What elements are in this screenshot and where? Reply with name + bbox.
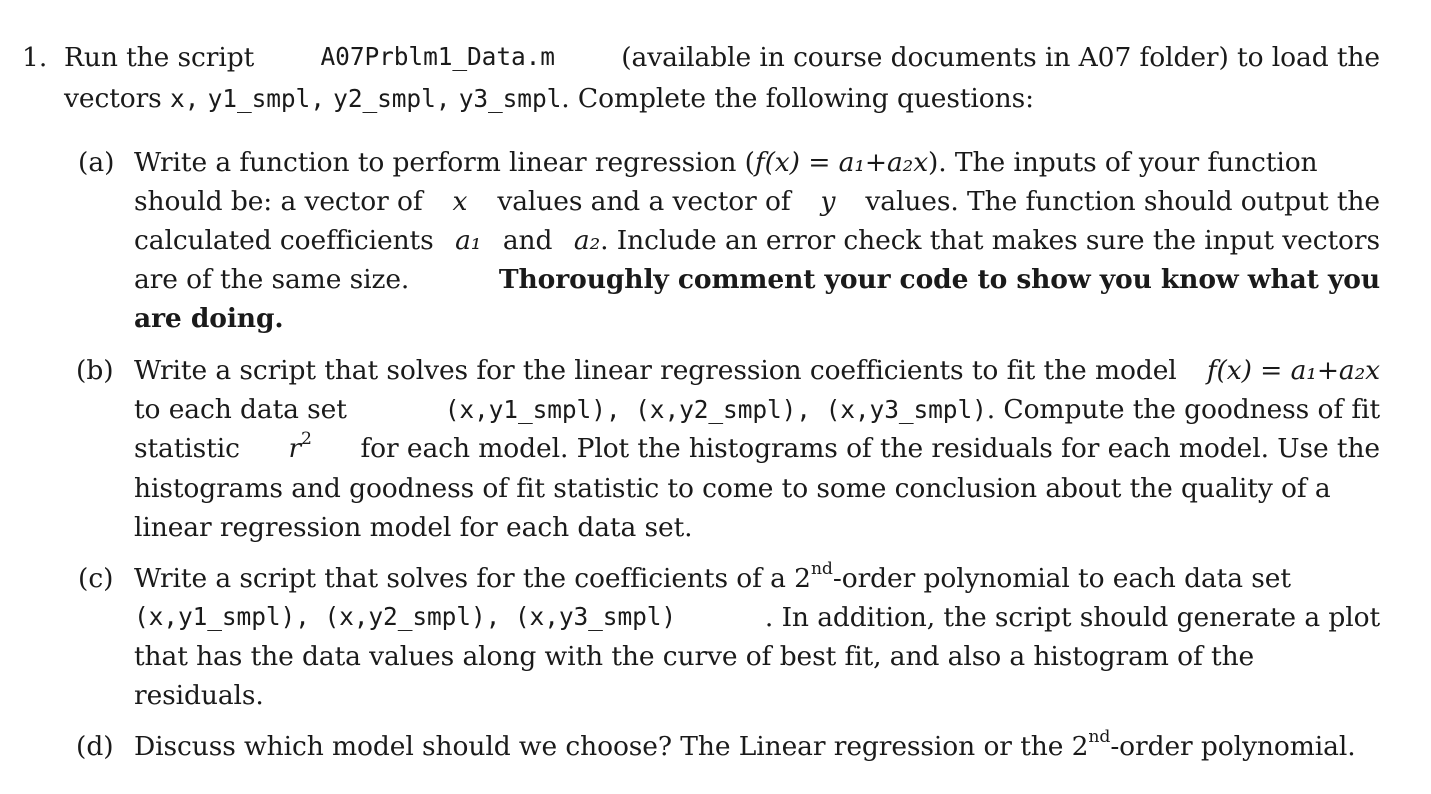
- part-b-formula: f(x) = a₁+a₂x: [1206, 355, 1380, 386]
- part-a-line-3: calculated coefficients a₁ and a₂. Include an error check that makes sure the input vectors: [134, 225, 1380, 256]
- vector-x: x,: [170, 84, 200, 113]
- part-c-label: (c): [78, 563, 114, 594]
- part-b-line-2: to each data set (x,y1_smpl), (x,y2_smpl), (x,y3_smpl). Compute the goodness of fit: [134, 394, 1380, 425]
- part-c-line-1: Write a script that solves for the coefficients of a 2nd-order polynomial to each data set: [134, 559, 1291, 594]
- part-b-line-5: linear regression model for each data set.: [134, 512, 693, 543]
- part-b-line-4: histograms and goodness of fit statistic to come to some conclusion about the quality of a: [134, 473, 1331, 504]
- part-a-line-1: Write a function to perform linear regression (f(x) = a₁+a₂x). The inputs of your function: [134, 147, 1318, 178]
- line2-start: vectors: [64, 83, 162, 114]
- part-c-line-3: that has the data values along with the curve of best fit, and also a histogram of the: [134, 641, 1255, 672]
- part-a-line-2: should be: a vector of x values and a vector of y values. The function should output the: [134, 186, 1380, 217]
- part-a-formula: f(x) = a₁+a₂x: [754, 147, 929, 178]
- problem-intro-line-2: [64, 83, 1034, 114]
- vector-y2: y2_smpl,: [333, 84, 451, 113]
- part-b-label: (b): [76, 355, 114, 386]
- problem-intro-line-1: [64, 42, 1380, 73]
- vector-y3: y3_smpl: [458, 84, 562, 113]
- vector-y1: y1_smpl,: [207, 84, 325, 113]
- part-d-label: (d): [76, 731, 114, 762]
- part-c-datasets: (x,y1_smpl), (x,y2_smpl), (x,y3_smpl): [134, 602, 677, 631]
- line2-end: . Complete the following questions:: [561, 83, 1034, 114]
- intro-rest: (available in course documents in A07 folder) to load the: [621, 42, 1380, 73]
- part-a-line-5: are doing.: [134, 303, 284, 334]
- part-c-line-4: residuals.: [134, 680, 264, 711]
- part-a-label: (a): [78, 147, 115, 178]
- part-d-line-1: Discuss which model should we choose? The Linear regression or the 2nd-order polynomial.: [134, 727, 1356, 762]
- part-c-line-2: (x,y1_smpl), (x,y2_smpl), (x,y3_smpl) . In addition, the script should generate a plot: [134, 602, 1380, 633]
- part-a-emphasis: Thoroughly comment your code to show you know what you: [498, 264, 1380, 295]
- part-b-datasets: (x,y1_smpl), (x,y2_smpl), (x,y3_smpl): [444, 395, 987, 424]
- script-name: A07Prblm1_Data.m: [320, 42, 555, 71]
- problem-number: 1.: [22, 42, 48, 73]
- part-a-line-4: are of the same size. Thoroughly comment your code to show you know what you: [134, 264, 1380, 295]
- part-b-line-1: Write a script that solves for the linear regression coefficients to fit the model f(x) = a₁+a₂x: [134, 355, 1380, 386]
- part-b-line-3: statistic $r^2$ for each model. Plot the histograms of the residuals for each model. Use the: [134, 429, 1380, 464]
- intro-run: Run the script: [64, 42, 255, 73]
